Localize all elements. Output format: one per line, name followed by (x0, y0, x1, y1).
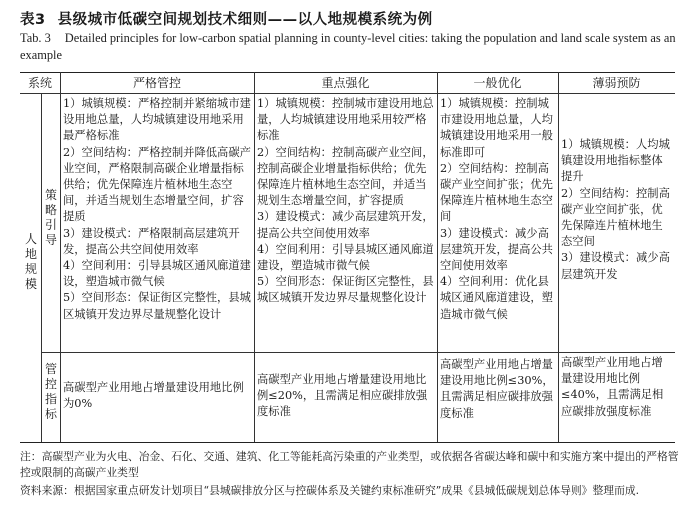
strategy-key-cell: 1）城镇规模：控制城市建设用地总量，人均城镇建设用地采用较严格标准 2）空间结构：控制高碳产业空间，控制高碳企业增量指标供给；优先保障连片植林地生态空间，并适当规划生态增量空间，扩容提质 3）建设模式：减少高层建筑开发，提高公共空间使用效率 4）空间利用：引导县城区通风廊道建设，塑造城市微气候 5）空间形态：保证街区完整性，县城区城镇开发边界尽量规整化设计 (257, 97, 434, 305)
col-divider-3 (254, 72, 255, 442)
table-caption-zh (20, 8, 433, 29)
table-caption-en (20, 30, 680, 64)
strategy-strict-cell: 1）城镇规模：严格控制并紧缩城市建设用地总量，人均城镇建设用地采用最严格标准 2）空间结构：严格控制并降低高碳产业空间，严格限制高碳企业增量指标供给；优先保障连片植林地生态空间，并适当规划生态增量空间，扩容提质 3）建设模式：严格限制高层建筑开发，提高公共空间使用效率 4）空间利用：引导县城区通风廊道建设，塑造城市微气候 5）空间形态：保证街区完整性，县城区城镇开发边界尽量规整化设计 (63, 97, 251, 321)
strategy-weak-cell: 1）城镇规模：人均城镇建设用地指标整体提升 2）空间结构：控制高碳产业空间扩张，优先保障连片植林地生态空间 3）建设模式：减少高层建筑开发 (561, 138, 670, 281)
table-title-en: Detailed principles for low-carbon spatial planning in county-level cities: taking the population and land scale system as an example (20, 31, 676, 62)
subsystem-indicators: 管控指标 (44, 362, 57, 421)
header-general-optimization: 一般优化 (473, 76, 522, 90)
table-bottom-rule (20, 442, 675, 443)
subsystem-strategy: 策略引导 (44, 188, 57, 247)
table-label-en: Tab. 3 (20, 31, 51, 45)
table-title-zh: 县级城市低碳空间规划技术细则——以人地规模系统为例 (57, 12, 433, 28)
indicator-strict-cell: 高碳型产业用地占增量建设用地比例为0% (63, 381, 244, 411)
col-divider-2 (60, 72, 61, 442)
strategy-general-cell: 1）城镇规模：控制城市建设用地总量，人均城镇建设用地采用一般标准即可 2）空间结构：控制高碳产业空间扩张；优先保障连片植林地生态空间 3）建设模式：减少高层建筑开发，提高公共空间使用效率 4）空间利用：优化县城区通风廊道建设，塑造城市微气候 (440, 97, 553, 321)
col-divider-1 (41, 93, 42, 442)
col-divider-4 (437, 72, 438, 442)
col-divider-5 (558, 72, 559, 442)
header-key-strengthening: 重点强化 (321, 76, 370, 90)
indicator-weak-cell: 高碳型产业用地占增量建设用地比例≤40%，且需满足相应碳排放强度标准 (561, 356, 664, 418)
indicator-general-cell: 高碳型产业用地占增量建设用地比例≤30%，且需满足相应碳排放强度标准 (440, 358, 554, 420)
table-source: 资料来源：根据国家重点研发计划项目“县城碳排放分区与控碳体系及关键约束标准研究”成果《县城低碳规划总体导则》整理而成. (20, 484, 640, 497)
table-top-rule (20, 72, 675, 73)
header-strict-control: 严格管控 (132, 76, 181, 90)
header-system: 系统 (27, 76, 52, 90)
system-name-cell: 人地规模 (24, 232, 37, 291)
indicator-key-cell: 高碳型产业用地占增量建设用地比例≤20%，且需满足相应碳排放强度标准 (257, 373, 428, 419)
header-divider (20, 93, 675, 94)
table-note: 注：高碳型产业为火电、冶金、石化、交通、建筑、化工等能耗高污染重的产业类型，或依据各省碳达峰和碳中和实施方案中提出的严格管控或限制的高碳产业类型 (20, 450, 679, 479)
header-weak-prevention: 薄弱预防 (592, 76, 641, 90)
table-label-zh: 表3 (20, 12, 46, 28)
row-divider (41, 352, 675, 353)
